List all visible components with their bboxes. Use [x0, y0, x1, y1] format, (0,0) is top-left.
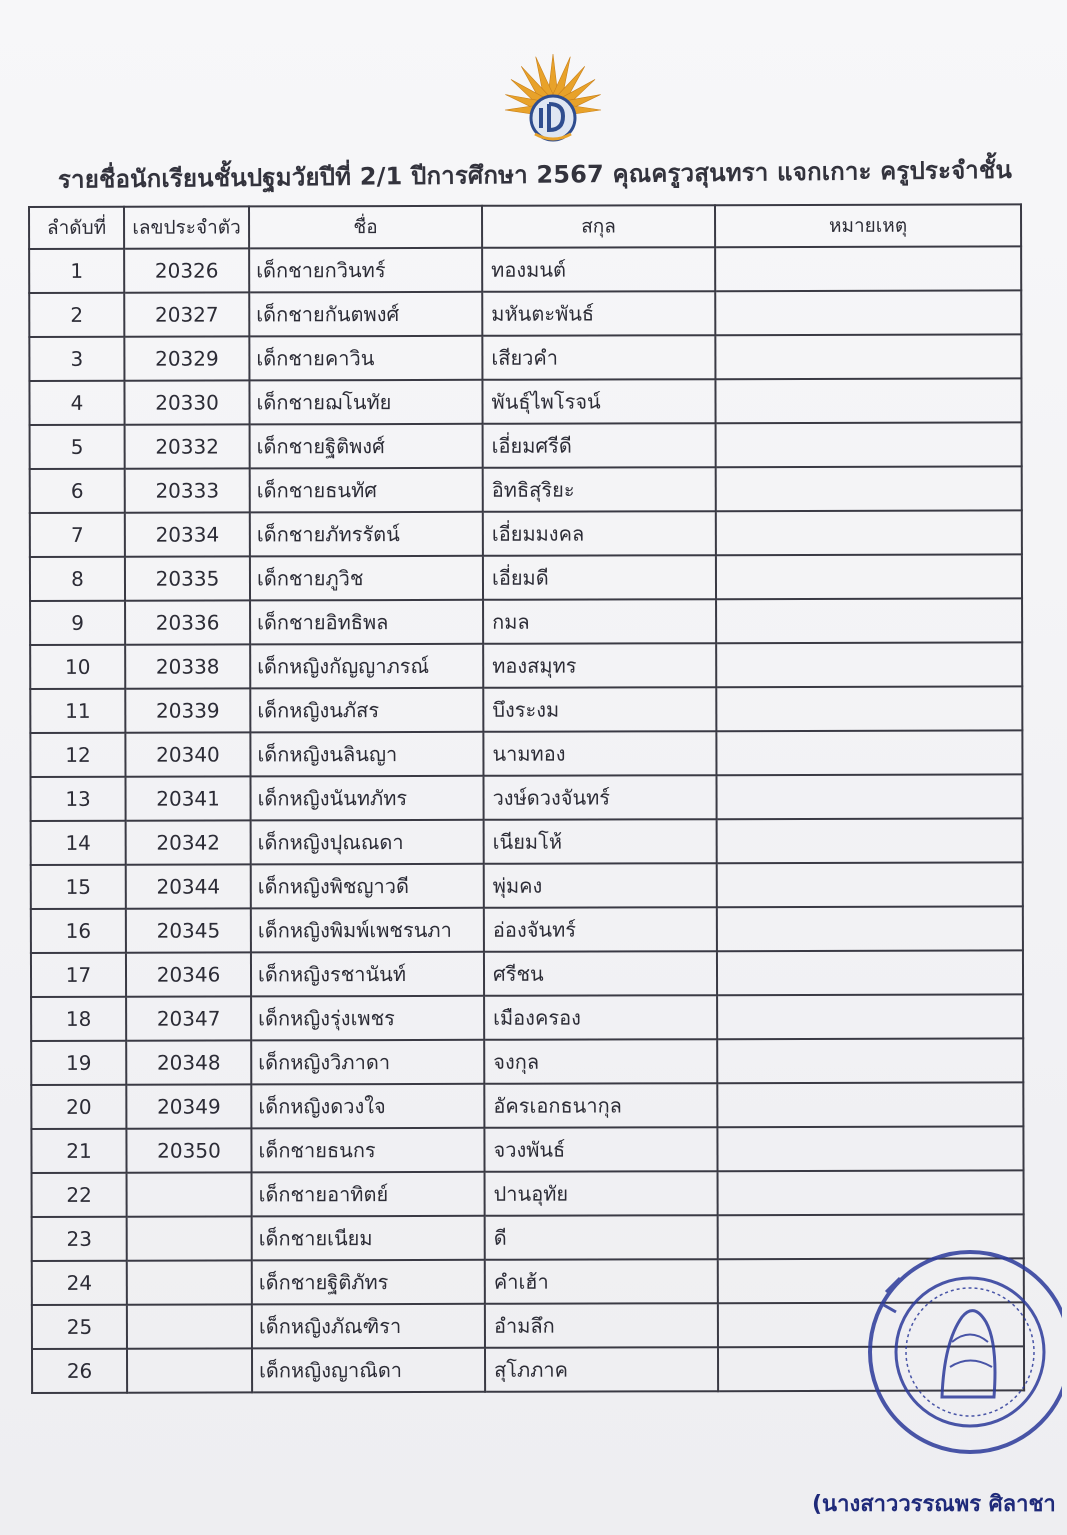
cell-remark	[717, 1082, 1023, 1127]
header-name: ชื่อ	[249, 206, 482, 249]
cell-no: 19	[31, 1041, 126, 1085]
school-logo-icon	[498, 48, 608, 158]
cell-surname: บึงระงม	[483, 687, 716, 732]
header-surname: สกุล	[482, 205, 715, 248]
cell-remark	[715, 378, 1021, 423]
table-body	[29, 246, 1024, 1393]
cell-no: 22	[32, 1173, 127, 1217]
cell-remark	[716, 774, 1022, 819]
cell-student-id: 20347	[126, 996, 251, 1040]
cell-remark	[715, 290, 1021, 335]
cell-surname: อิทธิสุริยะ	[483, 467, 716, 512]
cell-name: เด็กหญิงกัญญาภรณ์	[250, 644, 483, 689]
cell-no: 10	[30, 645, 125, 689]
table-row	[30, 730, 1022, 777]
cell-student-id	[127, 1172, 252, 1216]
cell-remark	[716, 510, 1022, 555]
cell-surname: พันธุ์ไพโรจน์	[482, 379, 715, 424]
cell-remark	[716, 466, 1022, 511]
cell-name: เด็กชายภัทรรัตน์	[250, 512, 483, 557]
cell-surname: อัครเอกธนากุล	[484, 1083, 717, 1128]
cell-student-id	[127, 1304, 252, 1348]
cell-remark	[715, 334, 1021, 379]
cell-student-id: 20339	[125, 688, 250, 732]
cell-no: 11	[30, 689, 125, 733]
cell-student-id	[127, 1216, 252, 1260]
cell-surname: เอี่ยมศรีดี	[483, 423, 716, 468]
cell-no: 18	[31, 997, 126, 1041]
table-row	[30, 686, 1022, 733]
cell-student-id	[127, 1348, 252, 1392]
cell-remark	[716, 730, 1022, 775]
cell-surname: ปานอุทัย	[485, 1171, 718, 1216]
cell-remark	[716, 642, 1022, 687]
table-row	[29, 246, 1021, 293]
cell-surname: ศรีชน	[484, 951, 717, 996]
cell-name: เด็กหญิงญาณิดา	[252, 1348, 485, 1393]
table-row	[30, 554, 1022, 601]
cell-student-id: 20350	[126, 1128, 251, 1172]
table-row	[30, 774, 1022, 821]
table-row	[30, 642, 1022, 689]
cell-no: 6	[30, 469, 125, 513]
cell-no: 14	[31, 821, 126, 865]
cell-no: 25	[32, 1305, 127, 1349]
cell-student-id: 20346	[126, 952, 251, 996]
table-row	[29, 378, 1021, 425]
cell-no: 1	[29, 249, 124, 293]
cell-no: 17	[31, 953, 126, 997]
cell-name: เด็กหญิงนภัสร	[250, 688, 483, 733]
cell-student-id: 20330	[124, 380, 249, 424]
student-list-table-wrapper	[28, 203, 1023, 1394]
cell-name: เด็กหญิงนันทภัทร	[250, 776, 483, 821]
cell-remark	[717, 862, 1023, 907]
cell-name: เด็กชายฐิติพงศ์	[250, 424, 483, 469]
cell-no: 12	[30, 733, 125, 777]
student-list-table	[28, 203, 1025, 1394]
cell-no: 8	[30, 557, 125, 601]
cell-student-id: 20338	[125, 644, 250, 688]
cell-student-id: 20327	[124, 292, 249, 336]
cell-name: เด็กชายกันตพงศ์	[249, 292, 482, 337]
cell-no: 13	[30, 777, 125, 821]
cell-remark	[717, 1038, 1023, 1083]
cell-name: เด็กหญิงภัณฑิรา	[252, 1304, 485, 1349]
table-row	[30, 598, 1022, 645]
cell-remark	[717, 818, 1023, 863]
cell-remark	[718, 1170, 1024, 1215]
cell-remark	[717, 994, 1023, 1039]
cell-surname: สุโภภาค	[485, 1347, 718, 1392]
cell-name: เด็กหญิงนลินญา	[250, 732, 483, 777]
cell-no: 21	[31, 1129, 126, 1173]
table-row	[31, 1126, 1023, 1173]
cell-name: เด็กชายคาวิน	[249, 336, 482, 381]
cell-student-id: 20341	[125, 776, 250, 820]
cell-surname: คำเฮ้า	[485, 1259, 718, 1304]
table-row	[31, 862, 1023, 909]
table-row	[29, 290, 1021, 337]
header-no: ลำดับที่	[29, 207, 124, 249]
cell-surname: เนียมโห้	[484, 819, 717, 864]
cell-name: เด็กชายฐิติภัทร	[252, 1260, 485, 1305]
cell-name: เด็กชายฌโนทัย	[249, 380, 482, 425]
cell-remark	[716, 686, 1022, 731]
table-row	[31, 994, 1023, 1041]
cell-no: 26	[32, 1349, 127, 1393]
cell-no: 7	[30, 513, 125, 557]
cell-surname: วงษ์ดวงจันทร์	[483, 775, 716, 820]
cell-student-id: 20326	[124, 248, 249, 292]
school-stamp-icon	[852, 1232, 1062, 1472]
cell-name: เด็กชายธนทัศ	[250, 468, 483, 513]
cell-surname: พุ่มคง	[484, 863, 717, 908]
cell-name: เด็กหญิงพิชญาวดี	[251, 864, 484, 909]
cell-remark	[715, 246, 1021, 291]
cell-student-id: 20348	[126, 1040, 251, 1084]
cell-name: เด็กหญิงปุณณดา	[251, 820, 484, 865]
cell-surname: เสียวคำ	[482, 335, 715, 380]
cell-student-id: 20335	[125, 556, 250, 600]
cell-surname: ดี	[485, 1215, 718, 1260]
cell-no: 9	[30, 601, 125, 645]
document-title: รายชื่อนักเรียนชั้นปฐมวัยปีที่ 2/1 ปีการศึกษา 2567 คุณครูวสุนทรา แจกเกาะ ครูประจำชั้น	[57, 155, 1013, 194]
cell-student-id	[127, 1260, 252, 1304]
cell-student-id: 20345	[126, 908, 251, 952]
table-row	[29, 334, 1021, 381]
cell-name: เด็กชายเนียม	[252, 1216, 485, 1261]
cell-name: เด็กชายอิทธิพล	[250, 600, 483, 645]
cell-name: เด็กชายธนกร	[251, 1128, 484, 1173]
cell-student-id: 20344	[126, 864, 251, 908]
cell-no: 5	[30, 425, 125, 469]
cell-surname: ทองสมุทร	[483, 643, 716, 688]
cell-no: 4	[29, 381, 124, 425]
cell-surname: จงกุล	[484, 1039, 717, 1084]
cell-surname: กมล	[483, 599, 716, 644]
cell-remark	[716, 598, 1022, 643]
cell-surname: มหันตะพันธ์	[482, 291, 715, 336]
table-row	[31, 906, 1023, 953]
cell-no: 16	[31, 909, 126, 953]
cell-student-id: 20332	[125, 424, 250, 468]
cell-name: เด็กชายอาทิตย์	[252, 1172, 485, 1217]
cell-surname: เอี่ยมมงคล	[483, 511, 716, 556]
header-remark: หมายเหตุ	[715, 204, 1021, 247]
table-row	[31, 950, 1023, 997]
signature-name: (นางสาววรรณพร ศิลาชา	[812, 1492, 1056, 1517]
cell-no: 20	[31, 1085, 126, 1129]
header-student-id: เลขประจำตัว	[124, 206, 249, 248]
cell-student-id: 20334	[125, 512, 250, 556]
cell-no: 3	[29, 337, 124, 381]
cell-surname: อ่องจันทร์	[484, 907, 717, 952]
cell-student-id: 20329	[124, 336, 249, 380]
cell-no: 2	[29, 293, 124, 337]
cell-student-id: 20333	[125, 468, 250, 512]
table-row	[31, 1082, 1023, 1129]
cell-remark	[717, 950, 1023, 995]
cell-student-id: 20342	[126, 820, 251, 864]
cell-remark	[716, 422, 1022, 467]
cell-name: เด็กหญิงดวงใจ	[251, 1084, 484, 1129]
cell-surname: เมืองครอง	[484, 995, 717, 1040]
cell-remark	[717, 1126, 1023, 1171]
table-row	[32, 1170, 1024, 1217]
cell-student-id: 20336	[125, 600, 250, 644]
cell-name: เด็กหญิงวิภาดา	[251, 1040, 484, 1085]
cell-no: 23	[32, 1217, 127, 1261]
table-header-row	[29, 204, 1021, 249]
table-row	[31, 1038, 1023, 1085]
cell-surname: อำมลึก	[485, 1303, 718, 1348]
table-row	[31, 818, 1023, 865]
cell-name: เด็กชายภูวิช	[250, 556, 483, 601]
cell-remark	[717, 906, 1023, 951]
cell-name: เด็กหญิงรุ่งเพชร	[251, 996, 484, 1041]
cell-remark	[716, 554, 1022, 599]
table-row	[30, 510, 1022, 557]
cell-name: เด็กหญิงรชานันท์	[251, 952, 484, 997]
cell-no: 24	[32, 1261, 127, 1305]
cell-surname: เอี่ยมดี	[483, 555, 716, 600]
table-row	[30, 422, 1022, 469]
cell-student-id: 20349	[126, 1084, 251, 1128]
table-row	[30, 466, 1022, 513]
cell-name: เด็กหญิงพิมพ์เพชรนภา	[251, 908, 484, 953]
cell-surname: นามทอง	[483, 731, 716, 776]
cell-no: 15	[31, 865, 126, 909]
cell-student-id: 20340	[125, 732, 250, 776]
cell-surname: ทองมนต์	[482, 247, 715, 292]
cell-surname: จวงพันธ์	[484, 1127, 717, 1172]
cell-name: เด็กชายกวินทร์	[249, 248, 482, 293]
